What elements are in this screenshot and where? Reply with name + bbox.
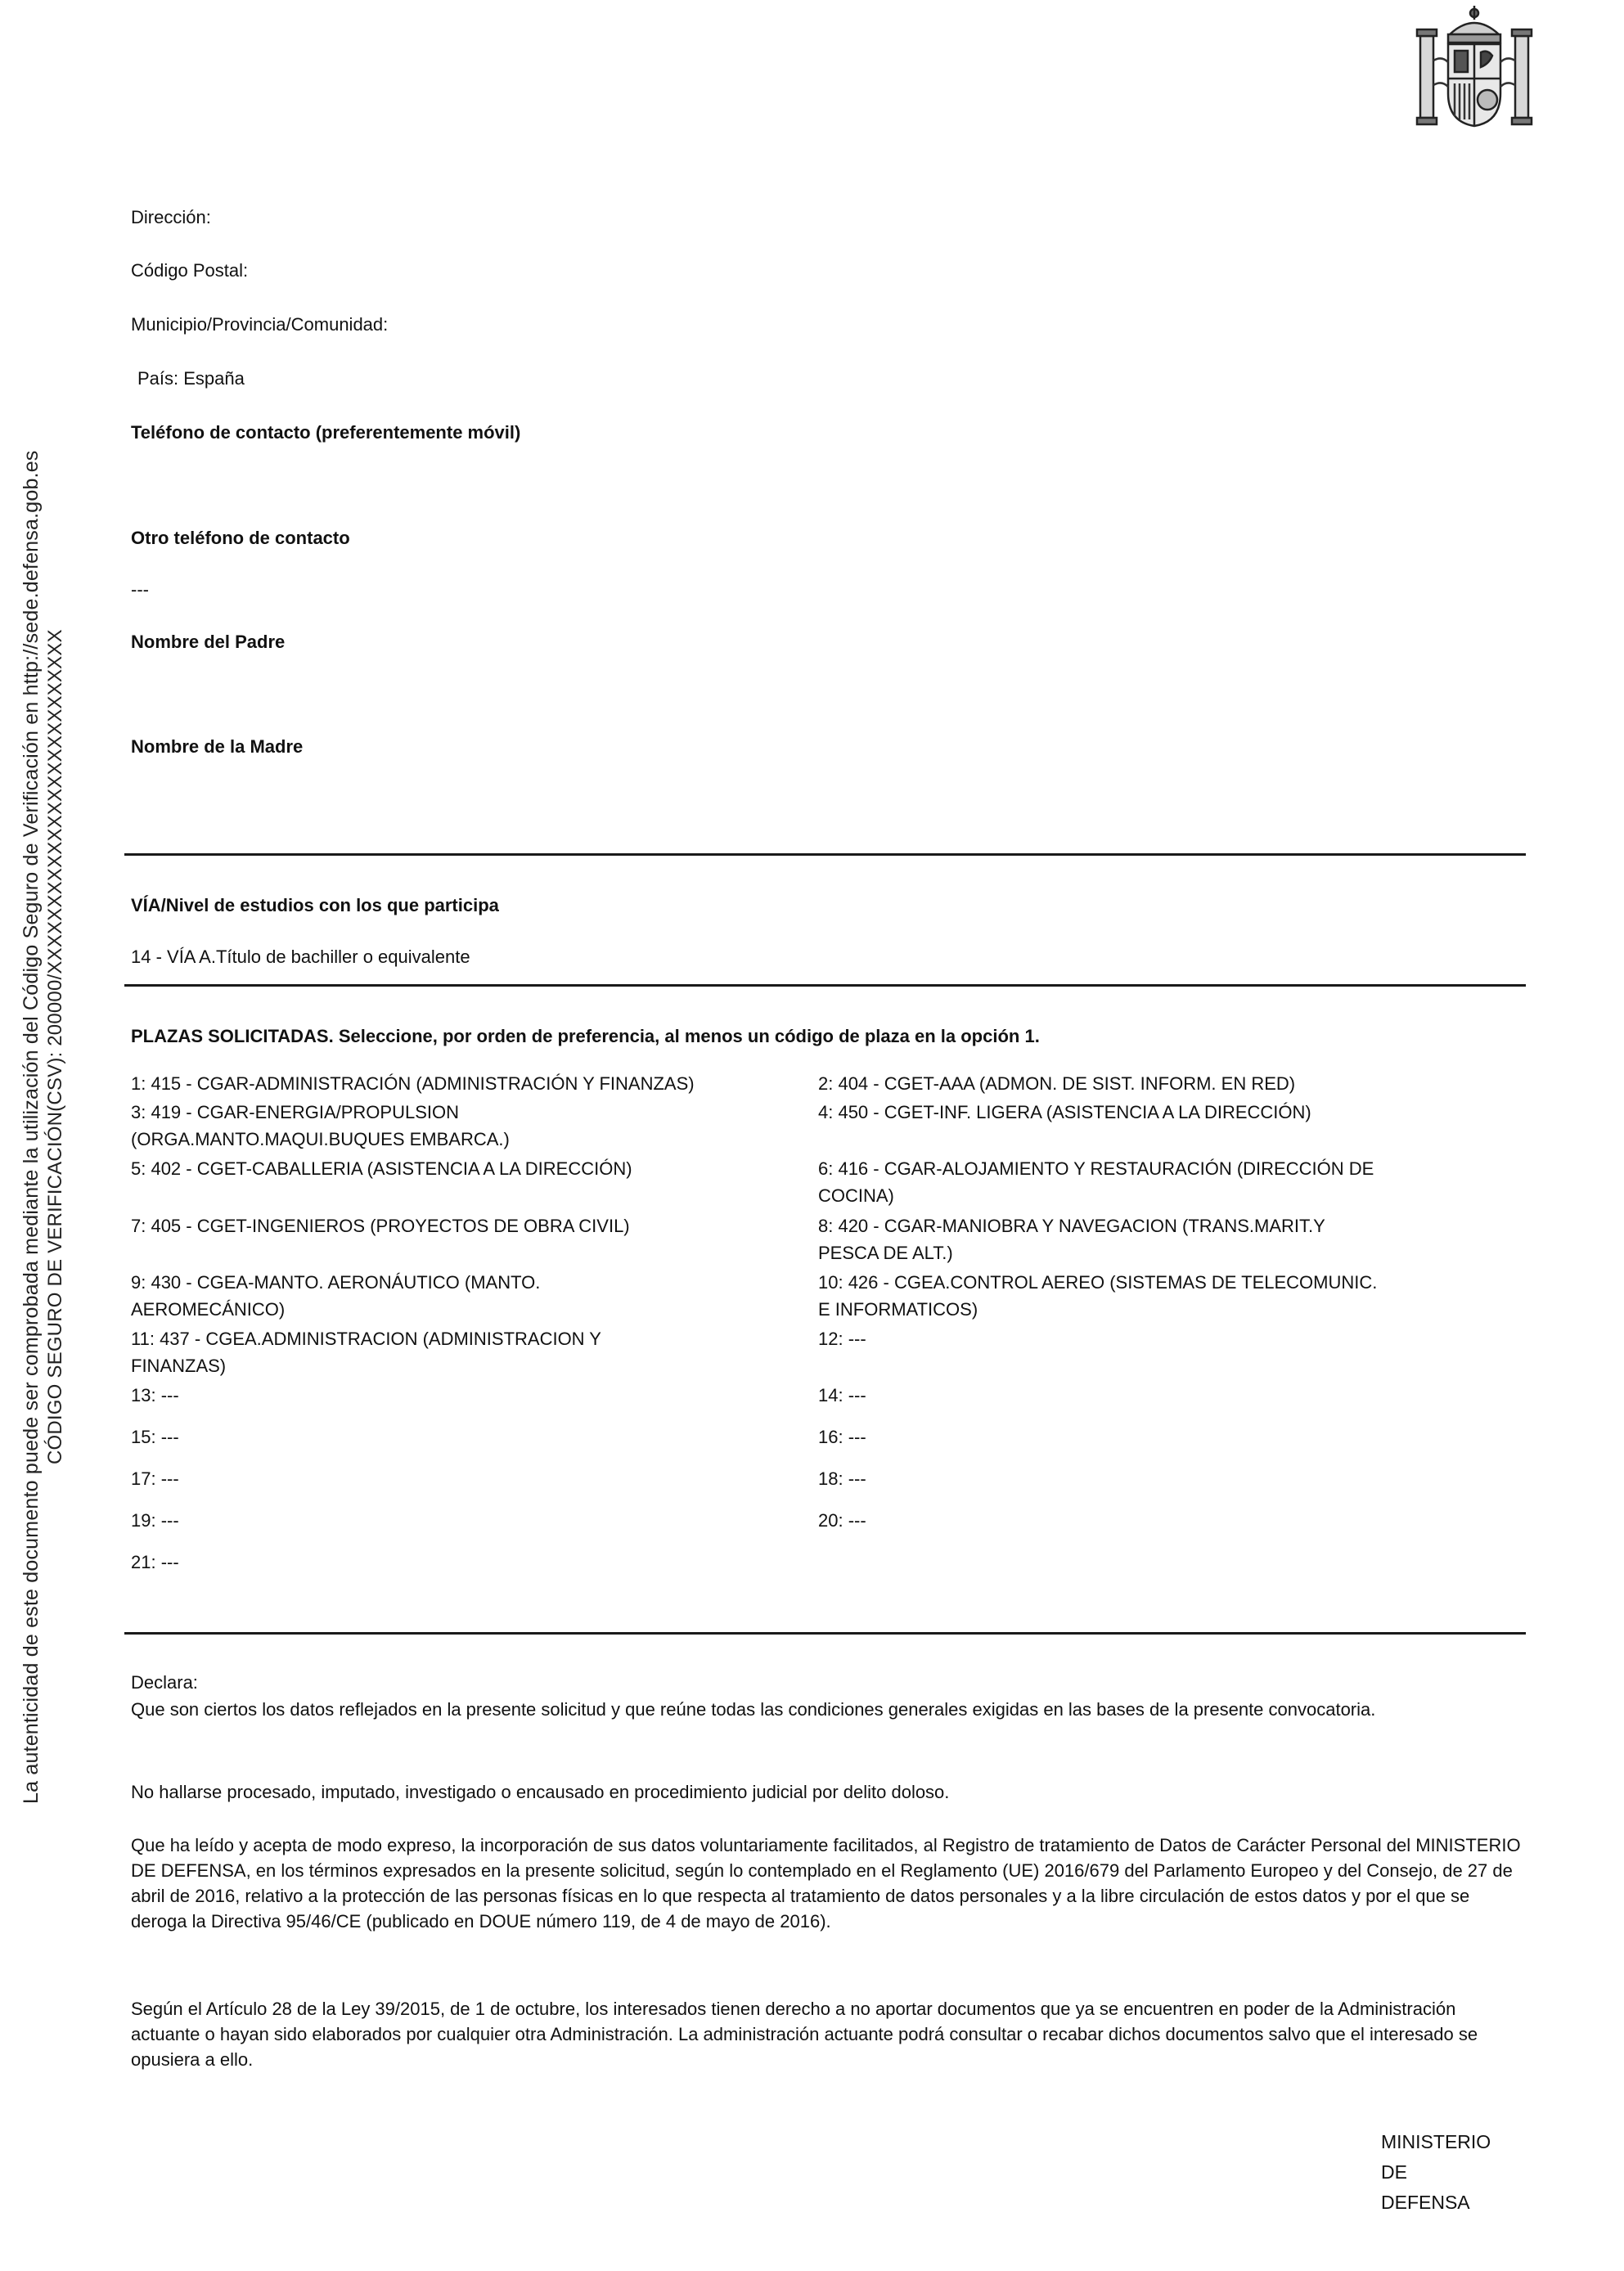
plaza-10: 10: 426 - CGEA.CONTROL AEREO (SISTEMAS DE TELECOMUNIC. E INFORMATICOS): [818, 1272, 1378, 1320]
plaza-12: 12: ---: [818, 1329, 866, 1349]
otro-telefono-label: Otro teléfono de contacto: [131, 528, 350, 548]
signature-block: [1381, 2127, 1491, 2218]
plaza-2: 2: 404 - CGET-AAA (ADMON. DE SIST. INFORM. EN RED): [818, 1073, 1296, 1094]
plaza-17: 17: ---: [131, 1468, 179, 1489]
section-divider: [124, 853, 1526, 856]
verification-sidebar: [0, 0, 115, 2271]
plaza-9: 9: 430 - CGEA-MANTO. AERONÁUTICO (MANTO. AEROMECÁNICO): [131, 1272, 541, 1320]
padre-label: Nombre del Padre: [131, 632, 286, 652]
plaza-4: 4: 450 - CGET-INF. LIGERA (ASISTENCIA A LA DIRECCIÓN): [818, 1102, 1311, 1122]
declara-paragraph-1: Que son ciertos los datos reflejados en la presente solicitud y que reúne todas las condiciones generales exigidas en las bases de la presente convocatoria.: [131, 1699, 1376, 1720]
csv-code: CÓDIGO SEGURO DE VERIFICACIÓN(CSV): 200000/XXXXXXXXXXXXXXXXXXXXXXXXXX: [44, 629, 66, 1464]
plaza-5: 5: 402 - CGET-CABALLERIA (ASISTENCIA A LA DIRECCIÓN): [131, 1158, 632, 1179]
declara-paragraph-4: Según el Artículo 28 de la Ley 39/2015, de 1 de octubre, los interesados tienen derecho a no aportar documentos que ya se encuentren en poder de la Administración actuante o hayan sido elaborados por cualquier otra Administración. La administración actuante podrá consultar o recabar dichos documentos salvo que el interesado se opusiera a ello.: [131, 1999, 1478, 2070]
coat-of-arms-icon: [1409, 3, 1540, 134]
estudios-value: 14 - VÍA A.Título de bachiller o equivalente: [131, 947, 470, 967]
plaza-7: 7: 405 - CGET-INGENIEROS (PROYECTOS DE OBRA CIVIL): [131, 1216, 630, 1236]
verification-notice: La autenticidad de este documento puede ser comprobada mediante la utilización del Código Seguro de Verificación en http://sede.defensa.gob.es: [20, 450, 43, 1804]
pais-label: País: España: [137, 368, 245, 389]
signature-line-1: MINISTERIO: [1381, 2131, 1491, 2152]
direccion-label: Dirección:: [131, 207, 211, 227]
plaza-19: 19: ---: [131, 1510, 179, 1531]
plaza-18: 18: ---: [818, 1468, 866, 1489]
declara-paragraph-2: No hallarse procesado, imputado, investigado o encausado en procedimiento judicial por delito doloso.: [131, 1782, 950, 1802]
plaza-1: 1: 415 - CGAR-ADMINISTRACIÓN (ADMINISTRACIÓN Y FINANZAS): [131, 1073, 695, 1094]
plaza-8: 8: 420 - CGAR-MANIOBRA Y NAVEGACION (TRANS.MARIT.Y PESCA DE ALT.): [818, 1216, 1325, 1263]
plaza-21: 21: ---: [131, 1552, 179, 1572]
plaza-11: 11: 437 - CGEA.ADMINISTRACION (ADMINISTRACION Y FINANZAS): [131, 1329, 601, 1376]
madre-label: Nombre de la Madre: [131, 736, 304, 757]
plaza-3: 3: 419 - CGAR-ENERGIA/PROPULSION (ORGA.MANTO.MAQUI.BUQUES EMBARCA.): [131, 1102, 510, 1149]
codigo-postal-label: Código Postal:: [131, 260, 249, 281]
plaza-6: 6: 416 - CGAR-ALOJAMIENTO Y RESTAURACIÓN (DIRECCIÓN DE COCINA): [818, 1158, 1374, 1206]
signature-line-2: DE: [1381, 2161, 1407, 2183]
section-divider: [124, 1632, 1526, 1635]
plazas-heading: PLAZAS SOLICITADAS. Seleccione, por orden de preferencia, al menos un código de plaza en la opción 1.: [131, 1026, 1040, 1046]
municipio-label: Municipio/Provincia/Comunidad:: [131, 314, 389, 335]
signature-line-3: DEFENSA: [1381, 2192, 1470, 2213]
plaza-13: 13: ---: [131, 1385, 179, 1405]
estudios-heading: VÍA/Nivel de estudios con los que participa: [131, 895, 499, 915]
plaza-14: 14: ---: [818, 1385, 866, 1405]
otro-telefono-value: ---: [131, 579, 149, 600]
plaza-15: 15: ---: [131, 1427, 179, 1447]
plaza-16: 16: ---: [818, 1427, 866, 1447]
telefono-label: Teléfono de contacto (preferentemente móvil): [131, 422, 521, 443]
plaza-20: 20: ---: [818, 1510, 866, 1531]
section-divider: [124, 984, 1526, 987]
declara-paragraph-3: Que ha leído y acepta de modo expreso, la incorporación de sus datos voluntariamente facilitados, al Registro de tratamiento de Datos de Carácter Personal del MINISTERIO DE DEFENSA, en los términos expresados en la presente solicitud, según lo contemplado en el Reglamento (UE) 2016/679 del Parlamento Europeo y del Consejo, de 27 de abril de 2016, relativo a la protección de las personas físicas en lo que respecta al tratamiento de datos personales y a la libre circulación de estos datos y por el que se deroga la Directiva 95/46/CE (publicado en DOUE número 119, de 4 de mayo de 2016).: [131, 1835, 1521, 1931]
declara-heading: Declara:: [131, 1672, 198, 1693]
